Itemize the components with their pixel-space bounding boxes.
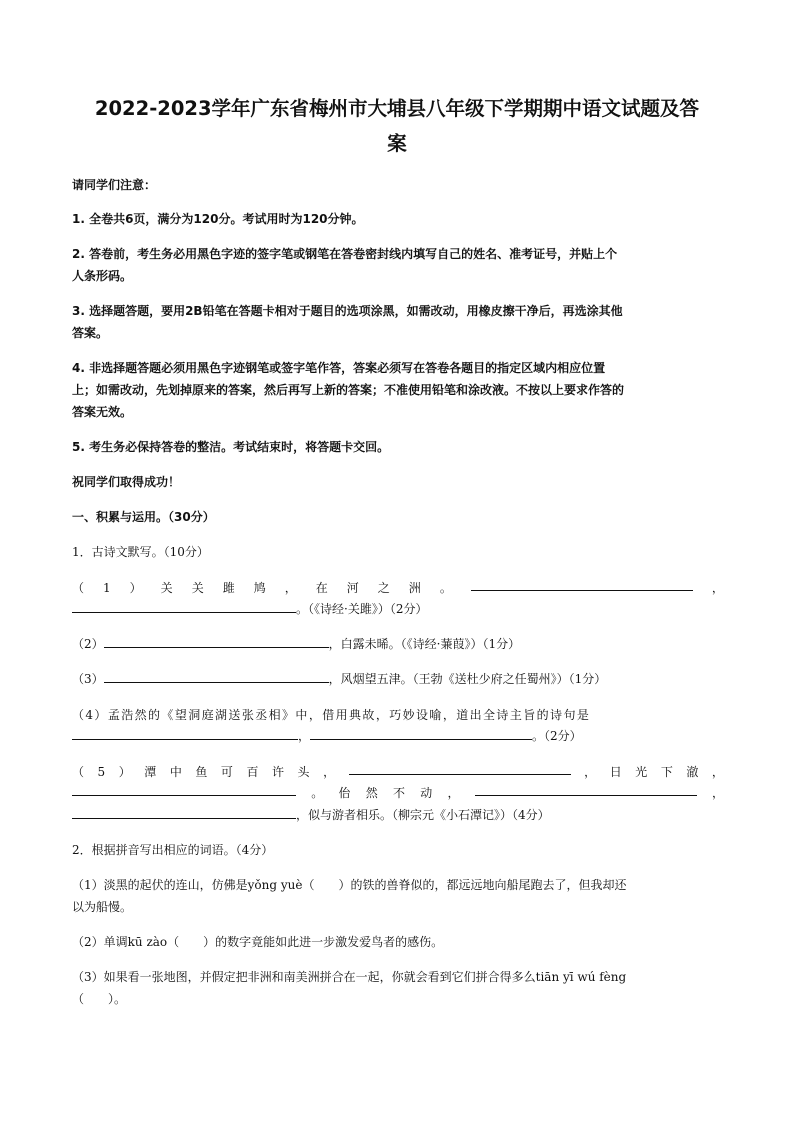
notice-item-2: 2. 答卷前，考生务必用黑色字迹的签字笔或钢笔在答卷密封线内填写自己的姓名、准考证号，并贴上个 [72, 247, 618, 261]
char: ） [118, 765, 131, 779]
char: 澈 [686, 765, 699, 779]
notice-item-1: 1. 全卷共6页，满分为120分。考试用时为120分钟。 [72, 212, 364, 226]
q1-item4-line2 [72, 725, 724, 747]
char: 雎 [222, 581, 235, 595]
char: 鱼 [195, 765, 208, 779]
notice-item-5: 5. 考生务必保持答卷的整洁。考试结束时，将答题卡交回。 [72, 440, 390, 454]
q1-item5-line3 [72, 804, 724, 826]
q2-item2: （2）单调kū zào（ ）的数字竟能如此进一步激发爱鸟者的感伤。 [72, 935, 444, 949]
char: ， [711, 786, 724, 800]
char: ， [711, 581, 724, 595]
answer-blank[interactable] [349, 761, 571, 775]
answer-blank[interactable] [72, 726, 298, 740]
char: （ [72, 765, 85, 779]
char: 动 [420, 786, 433, 800]
char: ， [584, 765, 597, 779]
source-note: ，似与游者相乐。（柳宗元《小石潭记》）（4分） [296, 808, 550, 822]
item-number: （2） [72, 637, 104, 651]
char: 在 [315, 581, 328, 595]
char: 洲 [408, 581, 421, 595]
q1-item4: （4）孟浩然的《望洞庭湖送张丞相》中，借用典故，巧妙设喻，道出全诗主旨的诗句是 [72, 708, 591, 722]
char: 关 [160, 581, 173, 595]
char: 光 [635, 765, 648, 779]
char: ， [711, 765, 724, 779]
q2-heading: 2．根据拼音写出相应的词语。（4分） [72, 843, 274, 857]
notice-item-4-cont2: 答案无效。 [72, 405, 133, 419]
q2-item1: （1）淡黑的起伏的连山，仿佛是yǒng yuè（ ）的铁的兽脊似的，都远远地向船尾跑去了，但我却还 [72, 878, 627, 892]
char: 鸠 [253, 581, 266, 595]
char: ， [447, 786, 460, 800]
answer-blank[interactable] [72, 805, 296, 819]
char: ， [323, 765, 336, 779]
char: 5 [97, 765, 106, 779]
notice-item-4: 4. 非选择题答题必须用黑色字迹钢笔或签字笔作答，答案必须写在答卷各题目的指定区域内相应位置 [72, 361, 606, 375]
char: ， [284, 581, 297, 595]
source-note: ，风烟望五津。（王勃《送杜少府之任蜀州》）（1分） [328, 672, 607, 686]
char: 日 [609, 765, 622, 779]
char: 下 [660, 765, 673, 779]
char: （ [72, 581, 85, 595]
q1-item2 [72, 633, 724, 655]
char: 头 [297, 765, 310, 779]
notice-item-2-cont: 人条形码。 [72, 269, 133, 283]
q2-item1-cont: 以为船慢。 [72, 900, 133, 914]
answer-blank[interactable] [104, 669, 329, 683]
section-1-heading: 一、积累与运用。（30分） [72, 510, 215, 524]
q2-item3: （3）如果看一张地图，并假定把非洲和南美洲拼合在一起，你就会看到它们拼合得多么tiān yī wú fèng [72, 970, 627, 984]
source-note: 。（2分） [532, 729, 582, 743]
char: 中 [169, 765, 182, 779]
item-number: （3） [72, 672, 104, 686]
document-title-line1: 2022-2023学年广东省梅州市大埔县八年级下学期期中语文试题及答 [94, 97, 700, 120]
char: 河 [346, 581, 359, 595]
source-note: ，白露未晞。（《诗经·蒹葭》）（1分） [328, 637, 521, 651]
answer-blank[interactable] [104, 634, 329, 648]
answer-blank[interactable] [72, 782, 296, 796]
q1-item5-line2 [72, 782, 724, 804]
char: ， [298, 729, 311, 743]
char: 关 [191, 581, 204, 595]
answer-blank[interactable] [72, 599, 296, 613]
q1-heading: 1．古诗文默写。（10分） [72, 545, 209, 559]
char: 不 [392, 786, 405, 800]
char: 1 [103, 581, 111, 595]
q2-item3-cont: （ ）。 [72, 992, 127, 1006]
answer-blank[interactable] [471, 577, 693, 591]
source-note: 。（《诗经·关雎》）（2分） [296, 602, 428, 616]
char: 然 [365, 786, 378, 800]
notice-item-3-cont: 答案。 [72, 326, 109, 340]
char: 。 [311, 786, 324, 800]
char: 之 [377, 581, 390, 595]
q1-item1-line [72, 577, 724, 599]
char: 许 [272, 765, 285, 779]
notice-item-4-cont: 上；如需改动，先划掉原来的答案，然后再写上新的答案；不准使用铅笔和涂改液。不按以上要求作答的 [72, 383, 625, 397]
char: 佁 [338, 786, 351, 800]
char: 潭 [144, 765, 157, 779]
q1-item5 [72, 761, 724, 783]
q1-item3 [72, 668, 724, 690]
notice-heading: 请同学们注意： [72, 178, 157, 192]
char: ） [129, 581, 142, 595]
char: 可 [220, 765, 233, 779]
notice-wish: 祝同学们取得成功！ [72, 475, 181, 489]
notice-item-3: 3. 选择题答题，要用2B铅笔在答题卡相对于题目的选项涂黑，如需改动，用橡皮擦干净后，再选涂其他 [72, 304, 623, 318]
char: 百 [246, 765, 259, 779]
document-title-line2: 案 [387, 132, 407, 155]
answer-blank[interactable] [310, 726, 532, 740]
answer-blank[interactable] [475, 782, 697, 796]
char: 。 [439, 581, 452, 595]
q1-item1-line2 [72, 598, 724, 620]
